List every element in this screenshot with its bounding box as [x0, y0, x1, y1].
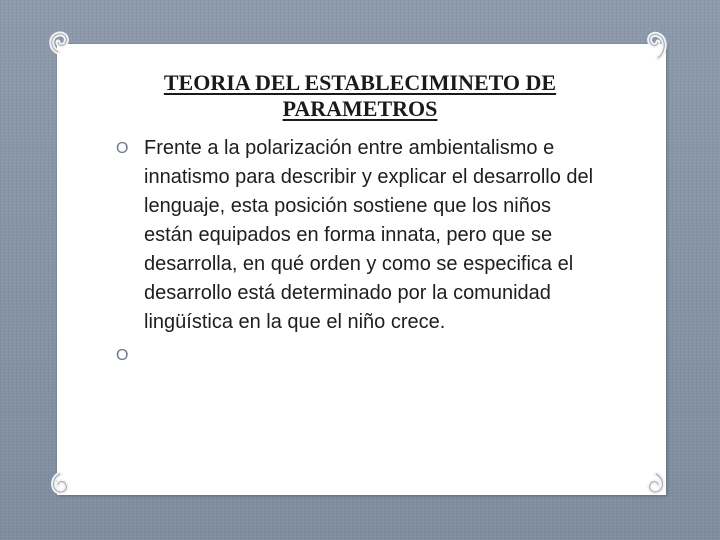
slide-title: TEORIA DEL ESTABLECIMINETO DE PARAMETROS [163, 70, 557, 121]
page-curl-icon-top-right [640, 26, 670, 62]
page-curl-icon-bottom-right [640, 470, 670, 500]
bullet-item [116, 134, 596, 337]
bullet-marker-icon: O [116, 347, 129, 364]
bullet-marker-icon: O [116, 140, 129, 157]
bullet-item-empty [116, 341, 596, 370]
page-curl-icon-top-left [46, 28, 76, 58]
bullet-list [116, 134, 596, 370]
bullet-text: Frente a la polarización entre ambientalismo e innatismo para describir y explicar el desarrollo del lenguaje, esta posición sostiene que los niños están equipados en forma innata, pero que se desarrolla, en qué orden y como se especifica el desarrollo está determinado por la comunidad lingüística en la que el niño crece. [144, 137, 594, 333]
page-curl-icon-bottom-left [46, 470, 76, 500]
